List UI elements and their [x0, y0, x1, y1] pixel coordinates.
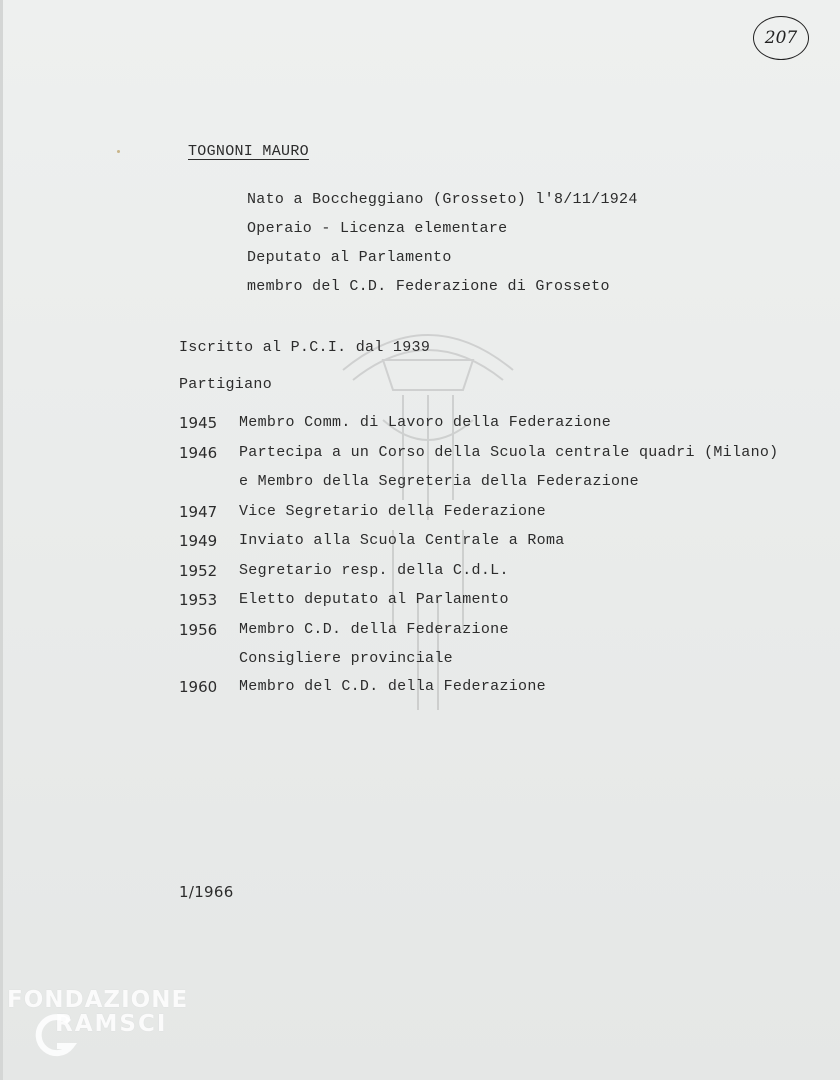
timeline-entry: Inviato alla Scuola Centrale a Roma: [239, 532, 565, 549]
timeline-entry: Membro del C.D. della Federazione: [239, 678, 546, 695]
paper-speck: [117, 150, 120, 153]
partisan-label: Partigiano: [179, 376, 273, 393]
party-membership: Iscritto al P.C.I. dal 1939: [179, 339, 431, 356]
timeline-entry: Partecipa a un Corso della Scuola centrale quadri (Milano): [239, 444, 779, 461]
timeline-entry: Segretario resp. della C.d.L.: [239, 562, 509, 579]
timeline-entry: e Membro della Segreteria della Federazione: [239, 473, 639, 490]
page-number-circle: [753, 16, 809, 60]
timeline-entry: Membro Comm. di Lavoro della Federazione: [239, 414, 612, 431]
timeline-entry: Eletto deputato al Parlamento: [239, 591, 509, 608]
timeline-year: 1956: [179, 621, 218, 639]
timeline-year: 1946: [179, 444, 218, 462]
bio-line-birth: Nato a Boccheggiano (Grosseto) l'8/11/1924: [247, 191, 638, 208]
timeline-year: 1947: [179, 503, 218, 521]
bio-line-membership: membro del C.D. Federazione di Grosseto: [247, 278, 610, 295]
watermark-line-1: FONDAZIONE: [7, 987, 189, 1013]
timeline-year: 1960: [179, 678, 218, 696]
bio-line-role: Deputato al Parlamento: [247, 249, 452, 266]
watermark-line-2: RAMSCI: [55, 1011, 168, 1037]
document-date: 1/1966: [179, 883, 234, 901]
page-number: 207: [764, 28, 798, 48]
timeline-year: 1945: [179, 414, 218, 432]
timeline-entry: Consigliere provinciale: [239, 650, 453, 667]
person-name-heading: TOGNONI MAURO: [188, 143, 309, 160]
bio-line-occupation: Operaio - Licenza elementare: [247, 220, 508, 237]
timeline-year: 1953: [179, 591, 218, 609]
timeline-year: 1949: [179, 532, 218, 550]
timeline-entry: Vice Segretario della Federazione: [239, 503, 546, 520]
timeline-year: 1952: [179, 562, 218, 580]
watermark-g-logo-icon: [33, 1012, 77, 1062]
timeline-entry: Membro C.D. della Federazione: [239, 621, 509, 638]
